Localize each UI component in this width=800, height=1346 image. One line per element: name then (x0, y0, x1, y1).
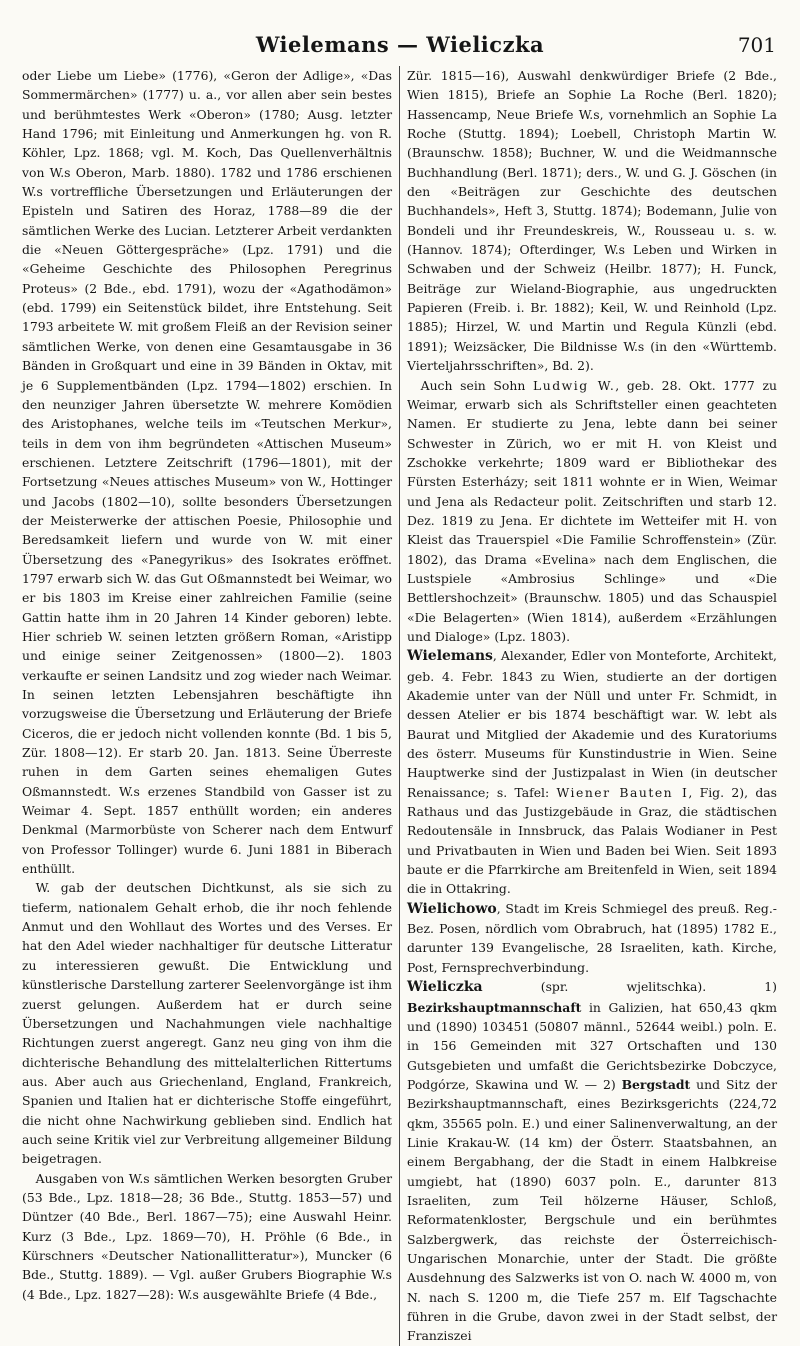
running-head: Wielemans — Wieliczka (255, 32, 545, 57)
text-run: und Sitz der Bezirkshauptmannschaft, eines Bezirksgerichts (224,72 qkm, 35565 poln. E.) und einer Salinenverwaltung, an der Linie Krakau-W. (14 km) der Österr. Staatsbahnen, an einem Bergabhang, der die Stadt in einem Halbkreise umgiebt, hat (1890) 6037 poln. E., darunter 813 Israeliten, zum Teil hölzerne Häuser, Schloß, Reformatenkloster, Bergschule und ein berühmtes Salzbergwerk, das reichste der Österreichisch-Ungarischen Monarchie, unter der Stadt. Die größte Ausdehnung des Salzwerks ist von O. nach W. 4000 m, von N. nach S. 1200 m, die Tiefe 257 m. Elf Tagschachte führen in die Grube, davon zwei in der Stadt selbst, der Franziszei (407, 1076, 777, 1344)
paragraph: W. gab der deutschen Dichtkunst, als sie sich zu tieferm, nationalem Gehalt erhob, die ihr noch fehlende Anmut und den Wohllaut des Wortes und des Verses. Er hat den Adel wieder nachhaltiger für deutsche Litteratur zu interessieren gewußt. Die Entwicklung und künstlerische Darstellung zarterer Seelenvorgänge ist ihm zuerst gelungen. Außerdem hat er durch seine Übersetzungen und Nachahmungen viele nachhaltige Richtungen zuerst angeregt. Ganz neu ging von ihm die dichterische Behandlung des mittelalterlichen Rittertums aus. Aber auch aus Griechenland, England, Frankreich, Spanien und Italien hat er dichterische Stoffe eingeführt, die nicht ohne Nachwirkung geblieben sind. Endlich hat auch seine Kritik viel zur Verbreitung allgemeiner Bildung beigetragen. (22, 880, 392, 1167)
paragraph: Zür. 1815—16), Auswahl denkwürdiger Briefe (2 Bde., Wien 1815), Briefe an Sophie La Roche (Berl. 1820); Hassencamp, Neue Briefe W.s, vornehmlich an Sophie La Roche (Stuttg. 1894); Loebell, Christoph Martin W. (Braunschw. 1858); Buchner, W. und die Weidmannsche Buchhandlung (Berl. 1871); ders., W. und G. J. Göschen (in den «Beiträgen zur Geschichte des deutschen Buchhandels», Heft 3, Stuttg. 1874); Bodemann, Julie von Bondeli und ihr Freundeskreis, W., Rousseau u. s. w. (Hannov. 1874); Ofterdinger, W.s Leben und Wirken in Schwaben und der Schweiz (Heilbr. 1877); H. Funck, Beiträge zur Wieland-Biographie, aus ungedruckten Papieren (Freib. i. Br. 1882); Keil, W. und Reinhold (Lpz. 1885); Hirzel, W. und Martin und Regula Künzli (ebd. 1891); Weizsäcker, Die Bildnisse W.s (in den «Württemb. Vierteljahrsschriften», Bd. 2). (407, 68, 777, 374)
text-run: (spr. wjelitschka). 1) (482, 979, 777, 995)
entry-headword: Wielichowo (407, 900, 497, 917)
paragraph: Ausgaben von W.s sämtlichen Werken besorgten Gruber (53 Bde., Lpz. 1818—28; 36 Bde., Stuttg. 1853—57) und Düntzer (40 Bde., Berl. 1867—75); eine Auswahl Heinr. Kurz (3 Bde., Lpz. 1869—70), H. Pröhle (6 Bde., in Kürschners «Deutscher Nationallitteratur»), Muncker (6 Bde., Stuttg. 1889). — Vgl. außer Grubers Biographie W.s (4 Bde., Lpz. 1827—28): W.s ausgewählte Briefe (4 Bde., (22, 1170, 392, 1302)
text-columns (22, 66, 778, 1346)
text-run: , Stadt im Kreis Schmiegel des preuß. Reg.-Bez. Posen, nördlich vom Obrabruch, hat (1895) 1782 E., darunter 139 Evangelische, 28 Israeliten, kath. Kirche, Post, Fernsprechverbindung. (407, 900, 777, 975)
entry-headword: Wielemans (407, 648, 493, 665)
text-run: , Fig. 2), das Rathaus und das Justizgebäude in Graz, die städtischen Redoutensäle in Innsbruck, das Palais Wodianer in Pest und Privatbauten in Wien und Baden bei Wien. Seit 1893 baute er die Pfarrkirche am Breitenfeld in Wien, seit 1894 die in Ottakring. (407, 784, 777, 897)
cross-reference: Wiener Bauten I (556, 784, 689, 800)
text-run: Auch sein Sohn (420, 377, 533, 393)
entry-wielichowo (407, 899, 777, 977)
entry-headword: Wieliczka (407, 979, 483, 996)
page-number: 701 (737, 33, 776, 57)
paragraph: oder Liebe um Liebe» (1776), «Geron der Adlige», «Das Sommermärchen» (1777) u. a., vor allen aber sein bestes und berühmtestes Werk «Oberon» (1780; Ausg. letzter Hand 1796; mit Einleitung und Anmerkungen hg. von R. Köhler, Lpz. 1868; vgl. M. Koch, Das Quellenverhältnis von W.s Oberon, Marb. 1880). 1782 und 1786 erschienen W.s vortreffliche Übersetzungen und Erläuterungen der Episteln und Satiren des Horaz, 1788—89 die der sämtlichen Werke des Lucian. Letzterer Arbeit verdankten die «Neuen Göttergespräche» (Lpz. 1791) und die «Geheime Geschichte des Philosophen Peregrinus Proteus» (2 Bde., ebd. 1791), wozu der «Agathodämon» (ebd. 1799) ein Seitenstück bildet, ihre Entstehung. Seit 1793 arbeitete W. mit großem Fleiß an der Revision seiner sämtlichen Werke, von denen eine Gesamtausgabe in 36 Bänden in Großquart und eine in 39 Bänden in Oktav, mit je 6 Supplementbänden (Lpz. 1794—1802) erschien. In den neunziger Jahren übersetzte W. mehrere Komödien des Aristophanes, welche teils im «Teutschen Merkur», teils in dem von ihm begründeten «Attischen Museum» erschienen. Letztere Zeitschrift (1796—1801), mit der Fortsetzung «Neues attisches Museum» von W., Hottinger und Jacobs (1802—10), sollte besonders Übersetzungen der Meisterwerke der attischen Poesie, Philosophie und Beredsamkeit liefern und wurde von W. mit einer Übersetzung des «Panegyrikus» des Isokrates eröffnet. 1797 erwarb sich W. das Gut Oßmannstedt bei Weimar, wo er bis 1803 im Kreise einer zahlreichen Familie (seine Gattin hatte ihm in 20 Jahren 14 Kinder geboren) lebte. Hier schrieb W. seinen letzten größern Roman, «Aristipp und einige seiner Zeitgenossen» (1800—2). 1803 verkaufte er seinen Landsitz und zog wieder nach Weimar. In seinen letzten Lebensjahren beschäftigte ihn vorzugsweise die Übersetzung und Erläuterung der Briefe Ciceros, die er jedoch nicht vollenden konnte (Bd. 1 bis 5, Zür. 1808—12). Er starb 20. Jan. 1813. Seine Überreste ruhen in dem Garten seines ehemaligen Gutes Oßmannstedt. W.s erzenes Standbild von Gasser ist zu Weimar 4. Sept. 1857 enthüllt worden; ein anderes Denkmal (Marmorbüste von Scherer nach dem Entwurf von Professor Tollinger) wurde 6. Juni 1881 in Biberach enthüllt. (22, 68, 392, 877)
subheading: Bergstadt (621, 1076, 691, 1092)
entry-wielemans (407, 646, 777, 898)
text-run: , geb. 28. Okt. 1777 zu Weimar, erwarb sich als Schriftsteller einen geachteten Namen. Er studierte zu Jena, lebte dann bei seiner Schwester in Zürich, wo er mit H. von Kleist und Zschokke verkehrte; 1809 ward er Bibliothekar des Fürsten Esterházy; seit 1811 wohnte er in Wien, Weimar und Jena als Redacteur polit. Zeitschriften und starb 12. Dez. 1819 zu Jena. Er dichtete im Wetteifer mit H. von Kleist das Trauerspiel «Die Familie Schroffenstein» (Zür. 1802), das Drama «Evelina» nach dem Englischen, die Lustspiele «Ambrosius Schlinge» und «Die Bettlershochzeit» (Braunschw. 1805) und das Schauspiel «Die Belagerten» (Wien 1814), außerdem «Erzählungen und Dialoge» (Lpz. 1803). (407, 377, 777, 644)
subheading: Bezirkshauptmannschaft (407, 999, 582, 1015)
paragraph (407, 376, 777, 647)
right-column (407, 66, 777, 1346)
person-name: Ludwig W. (532, 377, 616, 393)
column-rule (392, 66, 407, 1346)
text-run: , Alexander, Edler von Monteforte, Architekt, geb. 4. Febr. 1843 zu Wien, studierte an der dortigen Akademie unter van der Nüll und unter Fr. Schmidt, in dessen Atelier er bis 1874 beschäftigt war. W. lebt als Baurat und Mitglied der Akademie und des Kuratoriums des österr. Museums für Kunstindustrie in Wien. Seine Hauptwerke sind der Justizpalast in Wien (in deutscher Renaissance; s. Tafel: (407, 648, 777, 800)
text-run: in Galizien, hat 650,43 qkm und (1890) 103451 (50807 männl., 52644 weibl.) poln. E. in 156 Gemeinden mit 327 Ortschaften und 130 Gutsgebieten und umfaßt die Gerichtsbezirke Dobczyce, Podgórze, Skawina und W. — 2) (407, 999, 777, 1092)
left-column (22, 66, 392, 1304)
page-header (22, 28, 778, 66)
entry-wieliczka (407, 977, 777, 1346)
